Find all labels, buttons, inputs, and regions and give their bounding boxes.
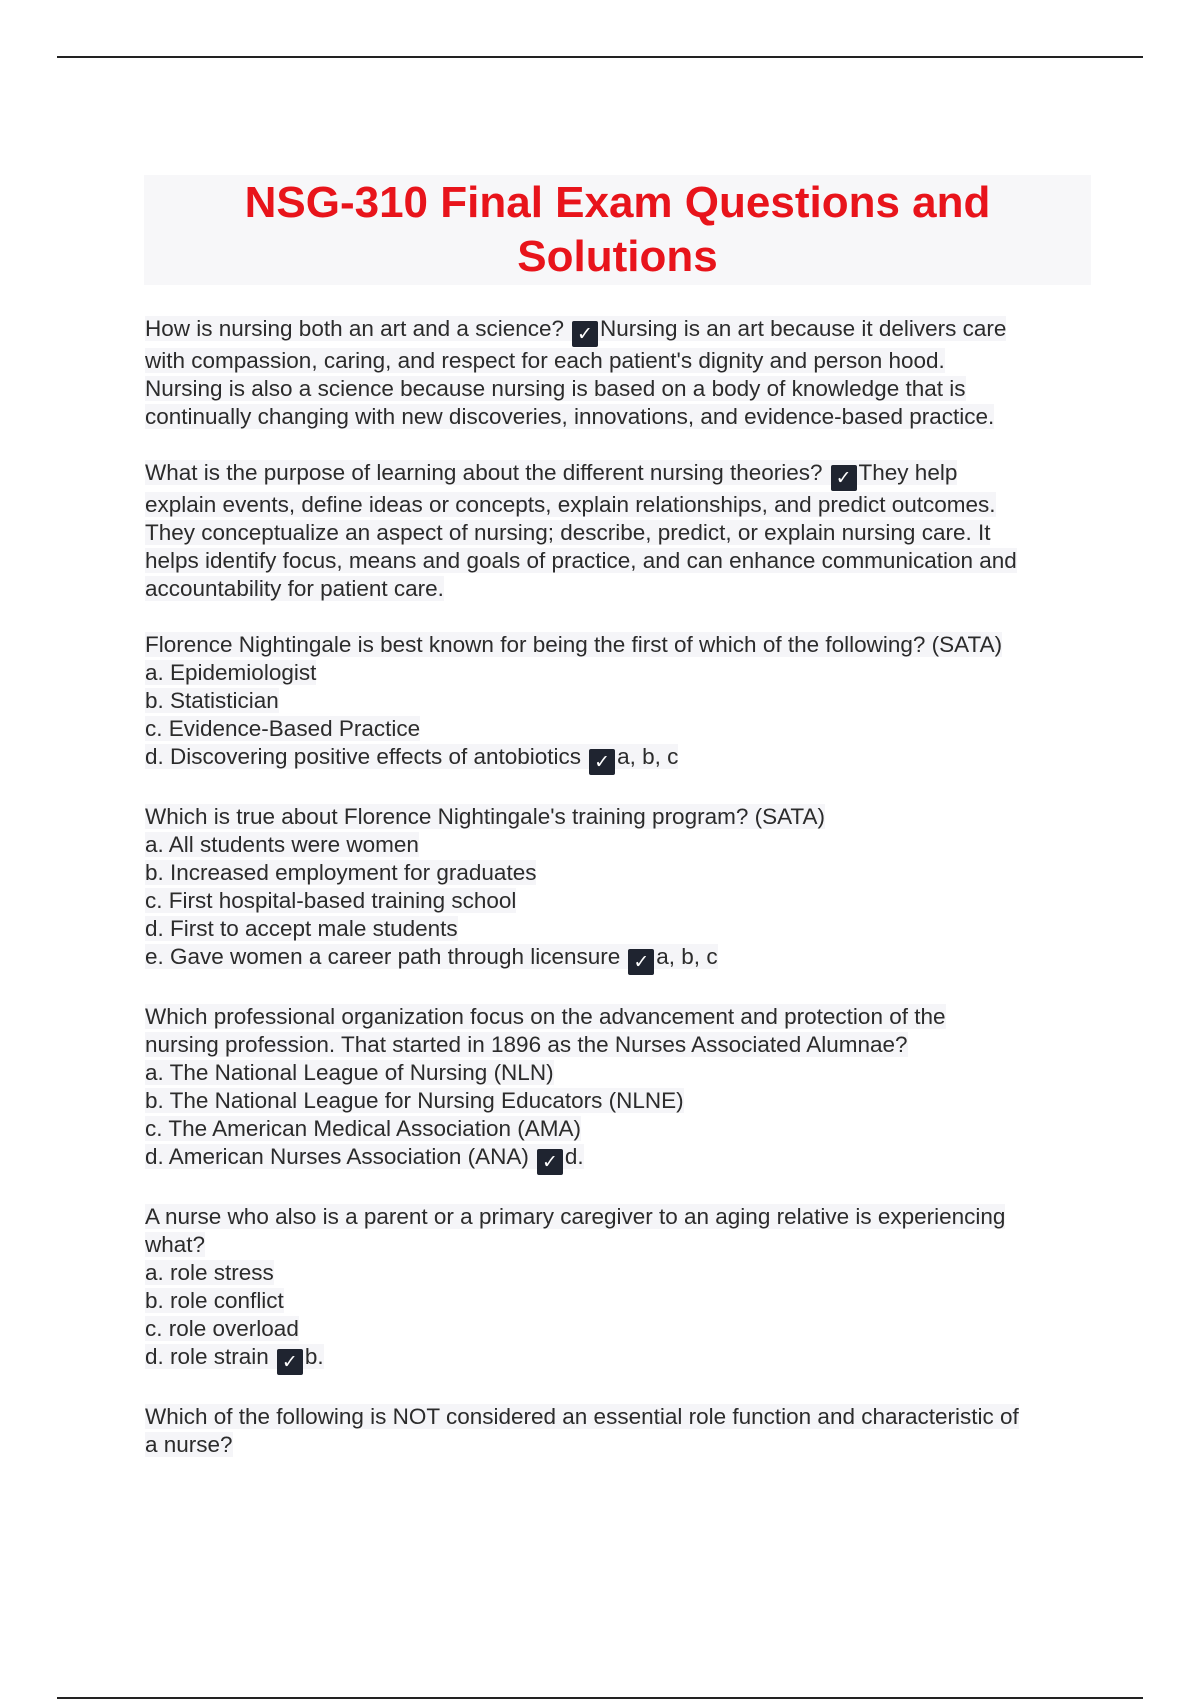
option-a: a. The National League of Nursing (NLN) [145, 1060, 554, 1085]
question-text: Which professional organization focus on the advancement and protection of the [145, 1004, 946, 1029]
question-text: What is the purpose of learning about the different nursing theories? [145, 460, 823, 485]
question-text: nursing profession. That started in 1896 as the Nurses Associated Alumnae? [145, 1032, 908, 1057]
checkmark-icon: ✓ [537, 1149, 563, 1175]
document-title: NSG-310 Final Exam Questions and Solutions [244, 178, 991, 281]
option-d: d. American Nurses Association (ANA) [145, 1144, 529, 1169]
option-e: e. Gave women a career path through licensure [145, 944, 621, 969]
option-a: a. All students were women [145, 832, 419, 857]
option-c: c. First hospital-based training school [145, 888, 517, 913]
answer-text: Nursing is an art because it delivers care [600, 316, 1007, 341]
question-text: Which of the following is NOT considered an essential role function and characteristic of [145, 1404, 1019, 1429]
header-rule [57, 56, 1143, 58]
answer-text: They help [858, 460, 958, 485]
answer-text: with compassion, caring, and respect for each patient's dignity and person hood. [145, 348, 945, 373]
qa-item-4 [145, 803, 1095, 975]
answer-text: helps identify focus, means and goals of practice, and can enhance communication and [145, 548, 1017, 573]
question-text: Florence Nightingale is best known for being the first of which of the following? (SATA) [145, 632, 1003, 657]
qa-item-6 [145, 1203, 1095, 1375]
answer-text: They conceptualize an aspect of nursing; describe, predict, or explain nursing care. It [145, 520, 991, 545]
answer-text: accountability for patient care. [145, 576, 444, 601]
answer-text: d. [564, 1144, 584, 1169]
option-b: b. role conflict [145, 1288, 284, 1313]
checkmark-icon: ✓ [572, 321, 598, 347]
answer-text: explain events, define ideas or concepts, explain relationships, and predict outcomes. [145, 492, 996, 517]
option-d: d. First to accept male students [145, 916, 458, 941]
answer-text: b. [304, 1344, 324, 1369]
checkmark-icon: ✓ [831, 465, 857, 491]
option-c: c. role overload [145, 1316, 299, 1341]
qa-content [145, 315, 1095, 1487]
option-c: c. Evidence-Based Practice [145, 716, 421, 741]
qa-item-2 [145, 459, 1095, 603]
footer-rule [57, 1697, 1143, 1699]
question-text: what? [145, 1232, 206, 1257]
qa-item-7 [145, 1403, 1095, 1459]
option-d: d. role strain [145, 1344, 269, 1369]
qa-item-5 [145, 1003, 1095, 1175]
answer-text: a, b, c [656, 944, 718, 969]
checkmark-icon: ✓ [277, 1349, 303, 1375]
option-b: b. Increased employment for graduates [145, 860, 537, 885]
qa-item-3 [145, 631, 1095, 775]
option-d: d. Discovering positive effects of antobiotics [145, 744, 582, 769]
checkmark-icon: ✓ [628, 949, 654, 975]
answer-text: continually changing with new discoveries, innovations, and evidence-based practice. [145, 404, 995, 429]
answer-text: a, b, c [617, 744, 679, 769]
question-text: How is nursing both an art and a science? [145, 316, 564, 341]
title-banner [144, 175, 1091, 285]
option-a: a. Epidemiologist [145, 660, 317, 685]
option-b: b. Statistician [145, 688, 279, 713]
answer-text: Nursing is also a science because nursing is based on a body of knowledge that is [145, 376, 966, 401]
question-text: A nurse who also is a parent or a primary caregiver to an aging relative is experiencing [145, 1204, 1006, 1229]
option-a: a. role stress [145, 1260, 274, 1285]
question-text: Which is true about Florence Nightingale's training program? (SATA) [145, 804, 826, 829]
option-c: c. The American Medical Association (AMA) [145, 1116, 582, 1141]
checkmark-icon: ✓ [589, 749, 615, 775]
option-b: b. The National League for Nursing Educators (NLNE) [145, 1088, 684, 1113]
question-text: a nurse? [145, 1432, 233, 1457]
qa-item-1 [145, 315, 1095, 431]
